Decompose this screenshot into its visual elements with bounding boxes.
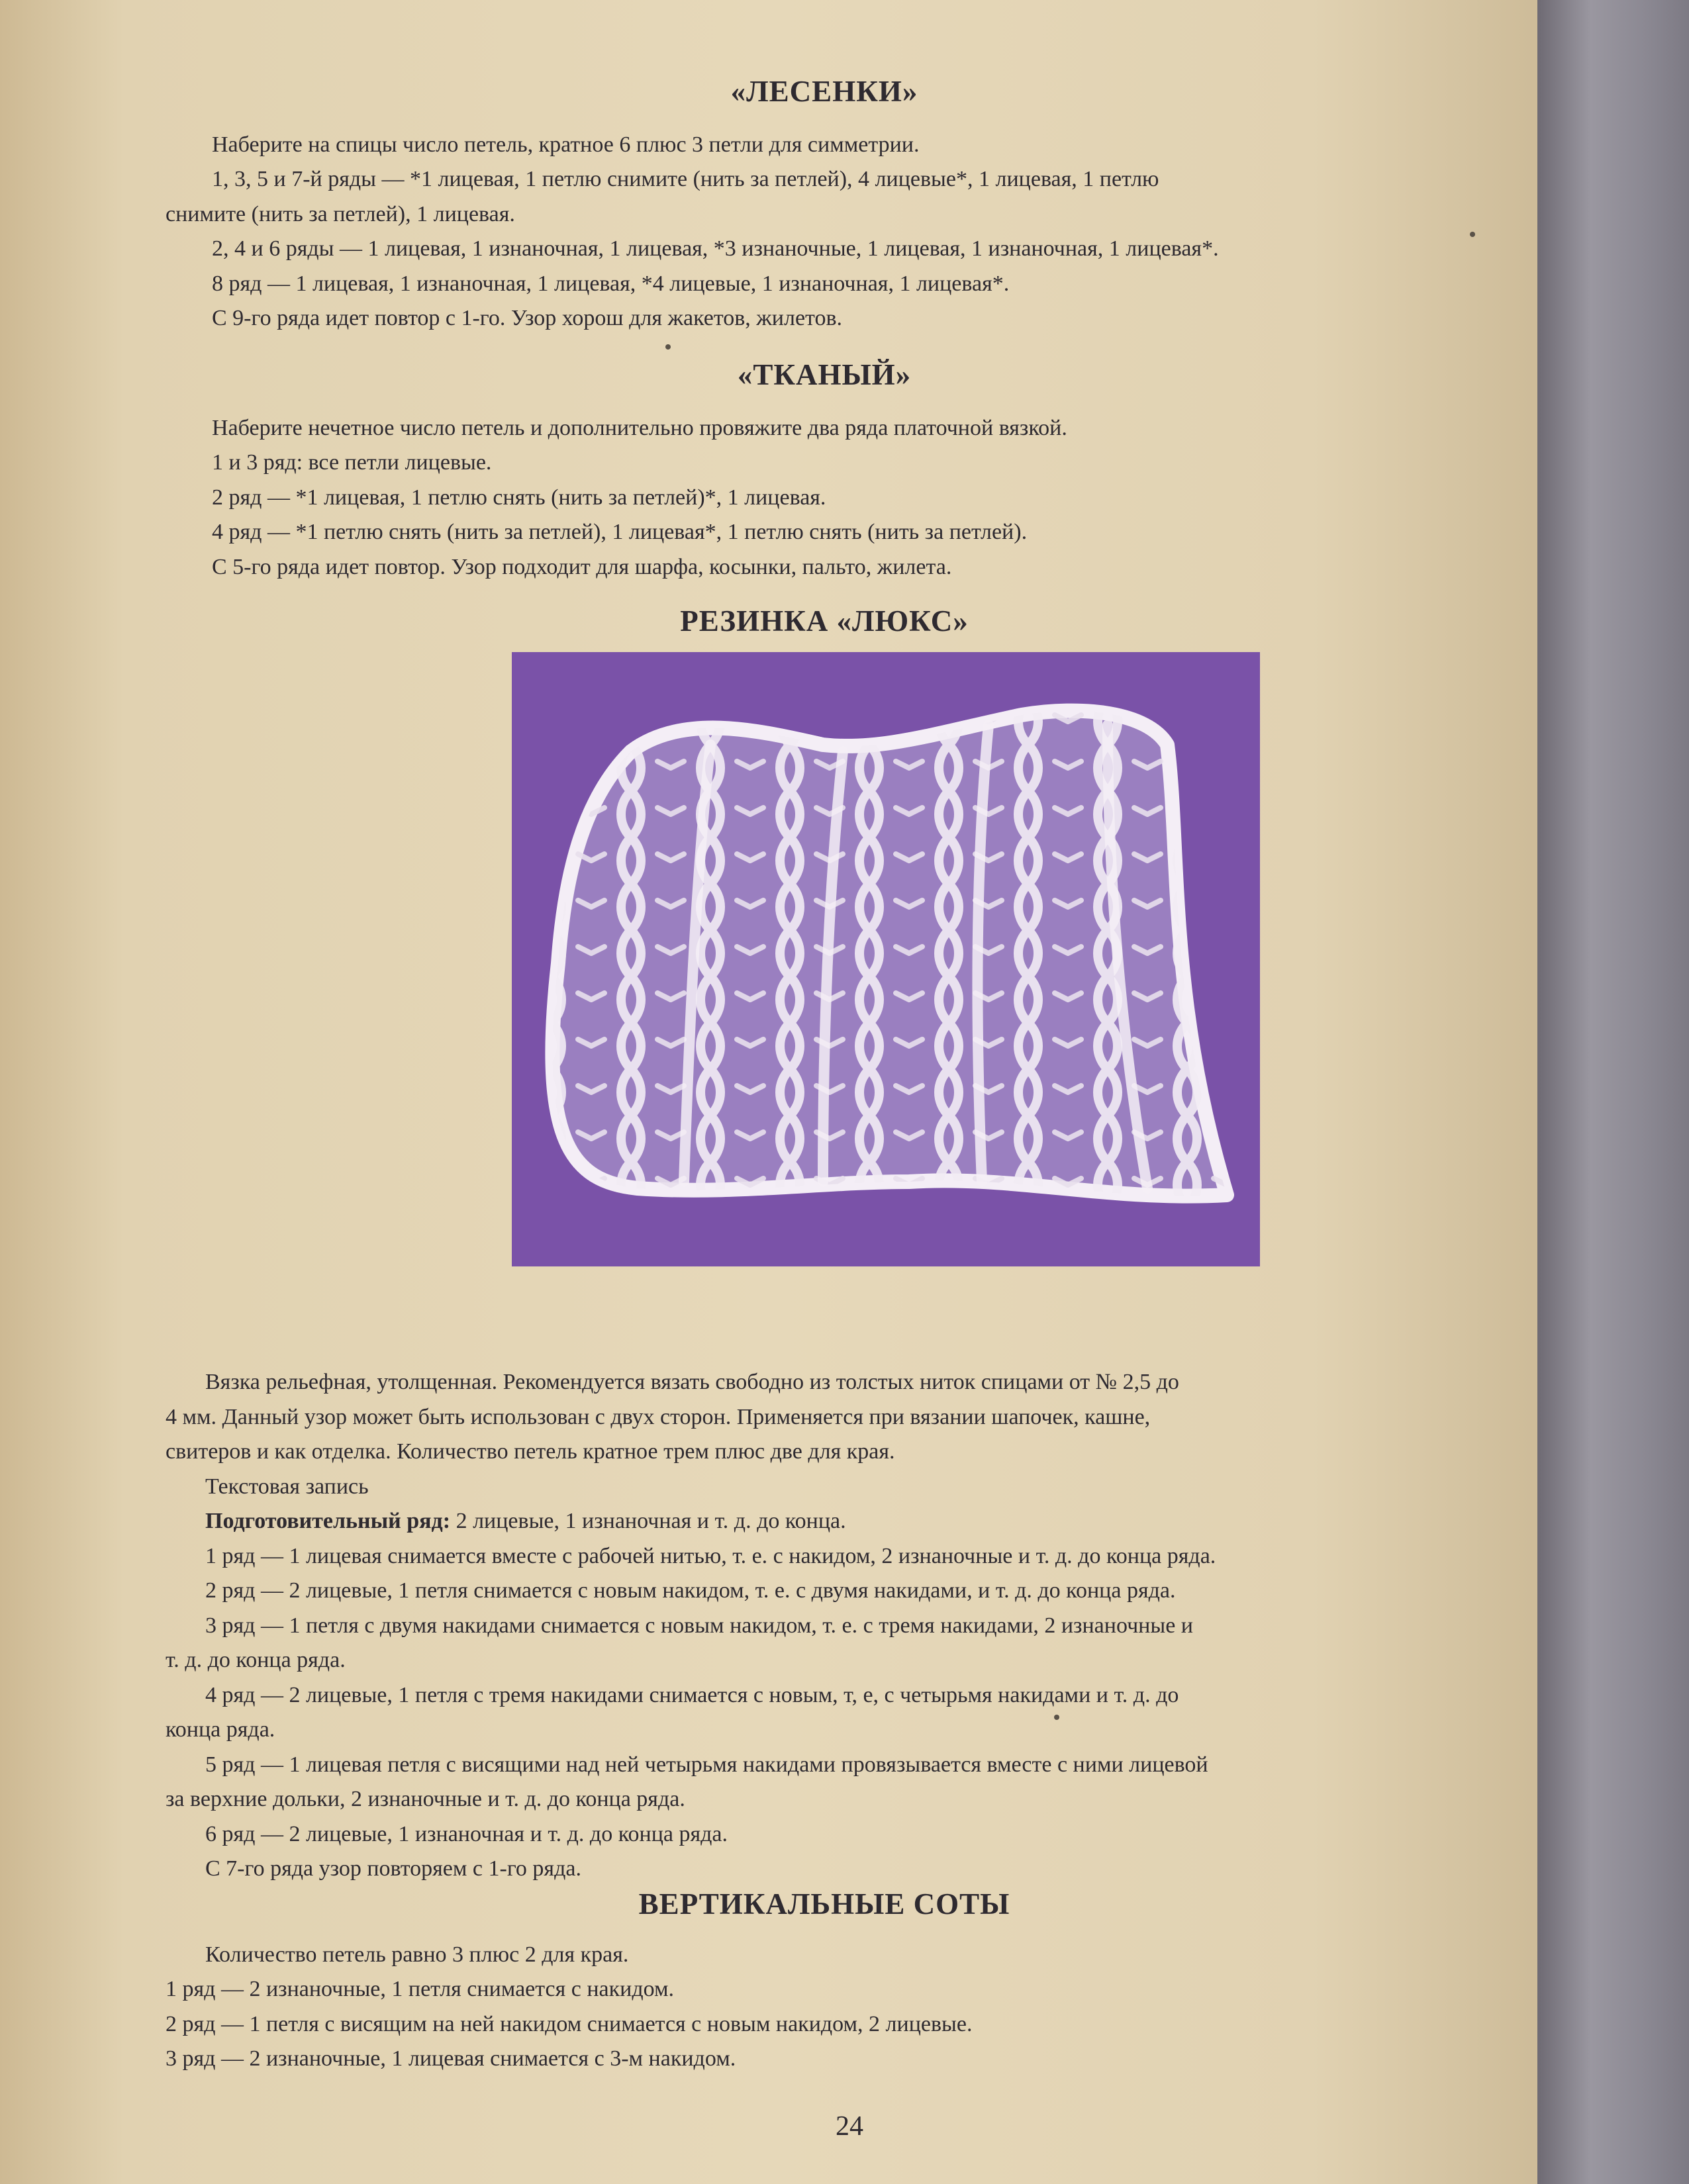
prep-row — [166, 1504, 1216, 1539]
text-line: С 5-го ряда идет повтор. Узор подходит для шарфа, косынки, пальто, жилета. — [212, 554, 952, 579]
section-title: РЕЗИНКА «ЛЮКС» — [680, 604, 969, 638]
text-line: Количество петель равно 3 плюс 2 для края. — [205, 1942, 629, 1967]
text-line: 1 и 3 ряд: все петли лицевые. — [212, 450, 492, 475]
text-line: снимите (нить за петлей), 1 лицевая. — [166, 201, 515, 226]
text-line: 1 ряд — 2 изнаночные, 1 петля снимается с накидом. — [166, 1977, 675, 2001]
text-line: 2, 4 и 6 ряды — 1 лицевая, 1 изнаночная, 1 лицевая, *3 изнаночные, 1 лицевая, 1 изнаночная, 1 лицевая*. — [212, 236, 1219, 261]
text-line: т. д. до конца ряда. — [166, 1648, 346, 1672]
text-line: Текстовая запись — [205, 1474, 369, 1499]
page-number: 24 — [836, 2111, 863, 2142]
text-line: Вязка рельефная, утолщенная. Рекомендуется вязать свободно из толстых ниток спицами от № 2,5 до — [205, 1370, 1179, 1394]
text-line: 2 ряд — *1 лицевая, 1 петлю снять (нить за петлей)*, 1 лицевая. — [212, 485, 826, 510]
knitting-sample-photo — [512, 652, 1260, 1266]
text-line: С 7-го ряда узор повторяем с 1-го ряда. — [205, 1856, 581, 1881]
text-line: за верхние дольки, 2 изнаночные и т. д. до конца ряда. — [166, 1787, 685, 1811]
text-line: 1, 3, 5 и 7-й ряды — *1 лицевая, 1 петлю снимите (нить за петлей), 4 лицевые*, 1 лицевая, 1 петлю — [212, 167, 1159, 191]
text-line: 2 ряд — 1 петля с висящим на ней накидом снимается с новым накидом, 2 лицевые. — [166, 2011, 973, 2036]
section-rezinka — [166, 1365, 1216, 1887]
text-line: Наберите нечетное число петель и дополнительно провяжите два ряда платочной вязкой. — [212, 415, 1067, 440]
text-line: 1 ряд — 1 лицевая снимается вместе с рабочей нитью, т. е. с накидом, 2 изнаночные и т. д. до конца ряда. — [205, 1543, 1216, 1568]
text-line: 8 ряд — 1 лицевая, 1 изнаночная, 1 лицевая, *4 лицевые, 1 изнаночная, 1 лицевая*. — [212, 271, 1010, 296]
print-speck — [1470, 232, 1475, 237]
section-title: ВЕРТИКАЛЬНЫЕ СОТЫ — [638, 1887, 1010, 1921]
section-title: «ТКАНЫЙ» — [737, 358, 912, 391]
print-speck — [1054, 1715, 1059, 1720]
section-rezinka-title-wrap — [166, 604, 1483, 639]
text-line: конца ряда. — [166, 1717, 275, 1742]
section-soty — [166, 1887, 1483, 2077]
text-line: 4 ряд — *1 петлю снять (нить за петлей), 1 лицевая*, 1 петлю снять (нить за петлей). — [212, 520, 1028, 544]
text-line: 3 ряд — 2 изнаночные, 1 лицевая снимается с 3-м накидом. — [166, 2046, 736, 2071]
text-line: С 9-го ряда идет повтор с 1-го. Узор хорош для жакетов, жилетов. — [212, 306, 843, 330]
text-line: 3 ряд — 1 петля с двумя накидами снимается с новым накидом, т. е. с тремя накидами, 2 изнаночные и — [205, 1613, 1193, 1638]
prep-text: 2 лицевые, 1 изнаночная и т. д. до конца. — [450, 1509, 846, 1533]
section-lesenki — [166, 74, 1483, 336]
text-line: Наберите на спицы число петель, кратное 6 плюс 3 петли для симметрии. — [212, 132, 920, 157]
text-line: 4 ряд — 2 лицевые, 1 петля с тремя накидами снимается с новым, т, е, с четырьмя накидами и т. д. до — [205, 1682, 1179, 1707]
section-tkanyi — [166, 357, 1483, 585]
text-line: 5 ряд — 1 лицевая петля с висящими над ней четырьмя накидами провязывается вместе с ними лицевой — [205, 1752, 1208, 1777]
prep-label: Подготовительный ряд: — [205, 1509, 451, 1533]
text-line: 4 мм. Данный узор может быть использован с двух сторон. Применяется при вязании шапочек, кашне, — [166, 1404, 1151, 1429]
text-line: 6 ряд — 2 лицевые, 1 изнаночная и т. д. до конца ряда. — [205, 1821, 728, 1846]
book-spine-shadow — [1537, 0, 1689, 2184]
section-title: «ЛЕСЕНКИ» — [730, 75, 918, 108]
text-line: 2 ряд — 2 лицевые, 1 петля снимается с новым накидом, т. е. с двумя накидами, и т. д. до конца ряда. — [205, 1578, 1176, 1603]
text-line: свитеров и как отделка. Количество петель кратное трем плюс две для края. — [166, 1439, 895, 1464]
print-speck — [665, 344, 671, 350]
knit-swatch-illustration — [512, 652, 1260, 1266]
